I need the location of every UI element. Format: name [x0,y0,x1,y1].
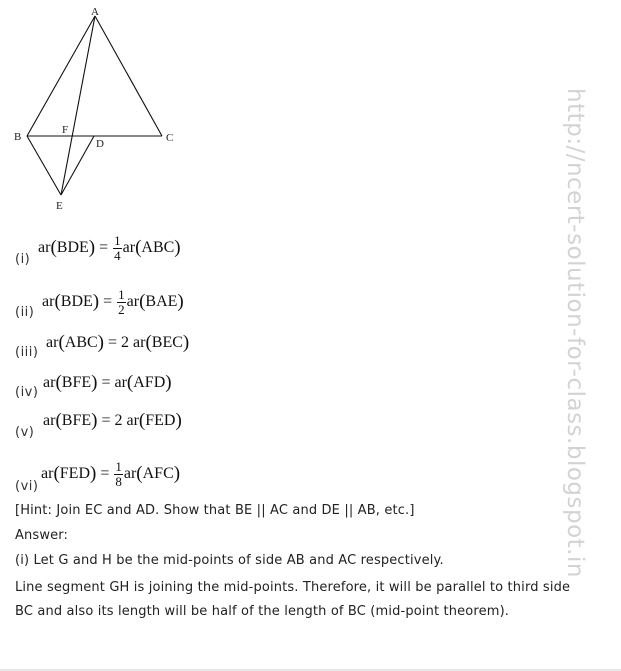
item-number: (vi) [15,479,39,494]
item-number: (v) [15,425,35,440]
fraction: $\frac{1}{4}$ [114,233,121,263]
equals-sign: = [100,464,110,482]
item-equation: ar(BFE) = 2 ar(FED) [43,410,182,431]
equals-sign: = [101,412,111,429]
item-number: (ii) [15,305,35,320]
triangle-name: BDE [60,292,93,310]
equals-sign: = [101,374,111,391]
triangle-name: ABC [64,334,98,351]
geometry-diagram [10,4,200,214]
coefficient: 2 [121,334,130,351]
segment-ae [61,16,95,195]
item-equation: ar(BDE) = $\frac{1}{2}$ ar(BAE) [42,287,184,317]
triangle-name: AFD [133,374,166,391]
fraction: $\frac{1}{2}$ [118,287,125,317]
triangle-name: BAE [145,292,178,310]
triangle-name: BFE [61,374,92,391]
answer-line: BC and also its length will be half of the length of BC (mid-point theorem). [15,604,510,619]
point-label-f: F [62,124,69,136]
answer-line: (i) Let G and H be the mid-points of side AB and AC respectively. [15,553,444,568]
watermark-url: http://ncert-solution-for-class.blogspot.in [562,88,588,578]
answer-label: Answer: [15,528,69,543]
item-equation: ar(ABC) = 2 ar(BEC) [46,332,190,353]
triangle-name: FED [59,464,90,482]
area-function: ar [43,374,56,391]
point-label-c: C [166,132,174,144]
area-function: ar [38,238,51,256]
area-function: ar [122,238,136,256]
point-label-e: E [56,200,63,212]
triangle-name: FED [145,412,176,429]
item-equation: ar(BFE) = ar(AFD) [43,372,172,393]
item-number: (iv) [15,385,39,400]
item-equation: ar(FED) = $\frac{1}{8}$ ar(AFC) [41,459,181,489]
coefficient: 2 [114,412,123,429]
equals-sign: = [103,292,113,310]
area-function: ar [43,412,56,429]
fraction: $\frac{1}{8}$ [115,459,122,489]
segment-de [61,136,94,195]
triangle-name: BDE [56,238,89,256]
triangle-name: BFE [61,412,92,429]
point-label-a: A [91,6,99,18]
item-number: (i) [15,252,31,267]
hint-text: [Hint: Join EC and AD. Show that BE || AC and DE || AB, etc.] [15,503,415,518]
equals-sign: = [99,238,109,256]
triangle-name: BEC [151,334,183,351]
equals-sign: = [108,334,118,351]
point-label-d: D [96,138,104,150]
area-function: ar [41,464,54,482]
segment-ab [27,16,95,136]
item-number: (iii) [15,345,39,360]
answer-line: Line segment GH is joining the mid-points. Therefore, it will be parallel to third side [15,580,571,595]
area-function: ar [133,334,146,351]
item-equation: ar(BDE) = $\frac{1}{4}$ ar(ABC) [38,233,181,263]
segment-be [27,136,61,195]
triangle-figure [10,4,200,214]
segment-ac [95,16,162,136]
area-function: ar [123,464,137,482]
area-function: ar [126,412,139,429]
triangle-name: ABC [141,238,175,256]
area-function: ar [46,334,59,351]
area-function: ar [126,292,140,310]
point-label-b: B [14,131,22,143]
triangle-name: AFC [142,464,174,482]
area-function: ar [114,374,127,391]
area-function: ar [42,292,55,310]
